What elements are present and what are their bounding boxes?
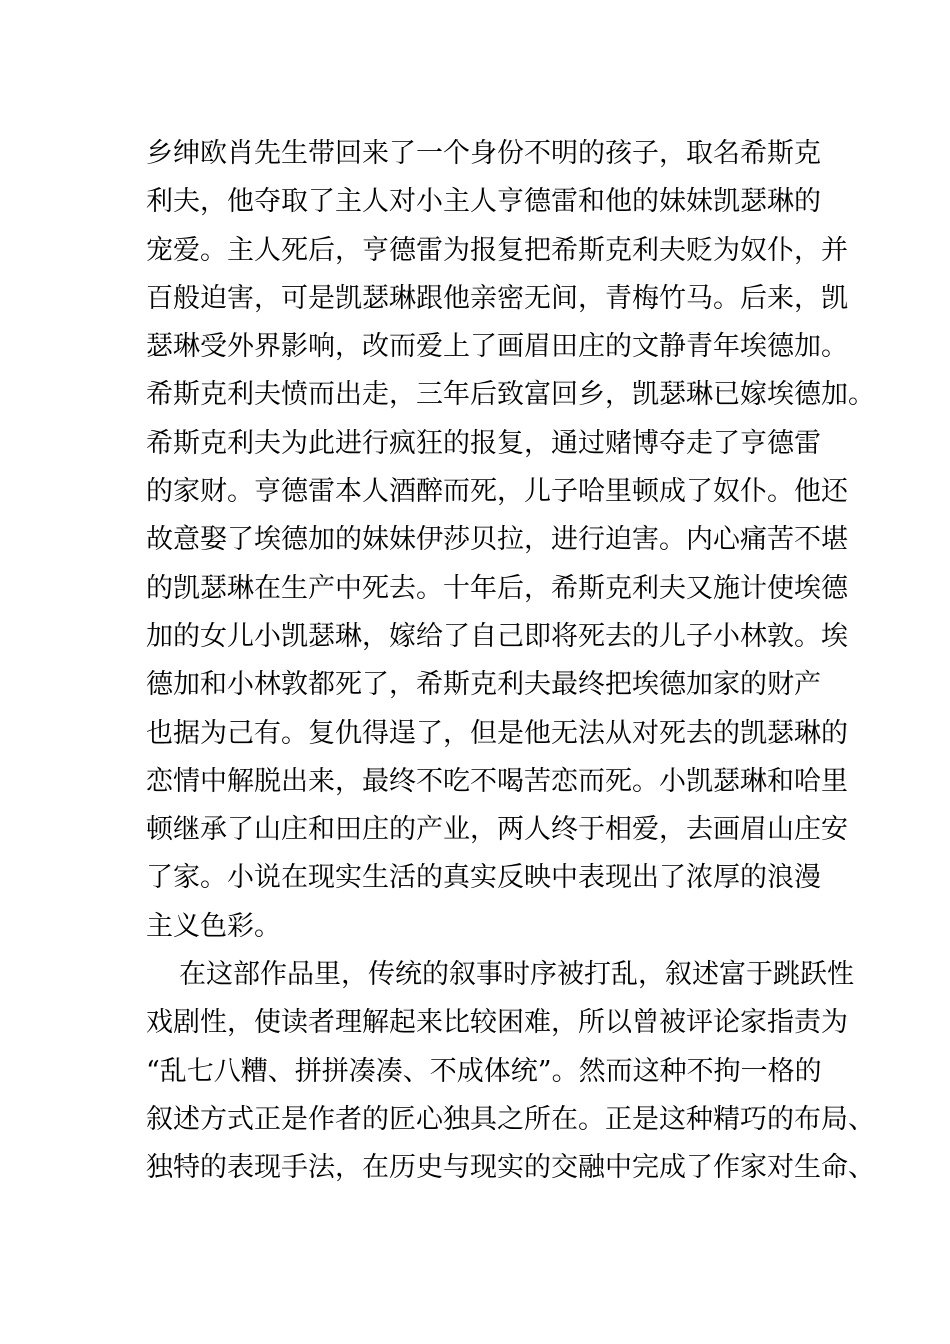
text-line: 故意娶了埃德加的妹妹伊莎贝拉，进行迫害。内心痛苦不堪 (146, 524, 848, 556)
text-line: 百般迫害，可是凯瑟琳跟他亲密无间，青梅竹马。后来，凯 (146, 282, 848, 314)
text-line: 恋情中解脱出来，最终不吃不喝苦恋而死。小凯瑟琳和哈里 (146, 765, 848, 797)
text-line: 德加和小林敦都死了，希斯克利夫最终把埃德加家的财产 (146, 669, 821, 701)
text-line: 的凯瑟琳在生产中死去。十年后，希斯克利夫又施计使埃德 (146, 572, 848, 604)
text-line: 也据为己有。复仇得逞了，但是他无法从对死去的凯瑟琳的 (146, 717, 848, 749)
text-line: 戏剧性，使读者理解起来比较困难，所以曾被评论家指责为 (146, 1007, 848, 1039)
body-text (146, 130, 875, 1193)
text-line: 加的女儿小凯瑟琳，嫁给了自己即将死去的儿子小林敦。埃 (146, 620, 848, 652)
text-line: 叙述方式正是作者的匠心独具之所在。正是这种精巧的布局、 (146, 1103, 875, 1135)
text-line: 在这部作品里，传统的叙事时序被打乱，叙述富于跳跃性 (179, 959, 854, 991)
text-line: 独特的表现手法，在历史与现实的交融中完成了作家对生命、 (146, 1152, 875, 1184)
text-line: 顿继承了山庄和田庄的产业，两人终于相爱，去画眉山庄安 (146, 814, 848, 846)
text-line: 希斯克利夫愤而出走，三年后致富回乡，凯瑟琳已嫁埃德加。 (146, 379, 875, 411)
text-line: 利夫，他夺取了主人对小主人亨德雷和他的妹妹凯瑟琳的 (146, 186, 821, 218)
text-line: 主义色彩。 (146, 910, 281, 942)
paragraph-2 (146, 951, 875, 1192)
text-line: 乡绅欧肖先生带回来了一个身份不明的孩子，取名希斯克 (146, 138, 821, 169)
text-line: 希斯克利夫为此进行疯狂的报复，通过赌博夺走了亨德雷 (146, 427, 821, 459)
text-line: 宠爱。主人死后，亨德雷为报复把希斯克利夫贬为奴仆，并 (146, 234, 848, 266)
text-line: 瑟琳受外界影响，改而爱上了画眉田庄的文静青年埃德加。 (146, 331, 848, 363)
text-line: “乱七八糟、拼拼凑凑、不成体统”。然而这种不拘一格的 (146, 1055, 822, 1087)
paragraph-1 (146, 130, 875, 951)
text-line: 的家财。亨德雷本人酒醉而死，儿子哈里顿成了奴仆。他还 (146, 476, 848, 508)
text-line: 了家。小说在现实生活的真实反映中表现出了浓厚的浪漫 (146, 862, 821, 894)
